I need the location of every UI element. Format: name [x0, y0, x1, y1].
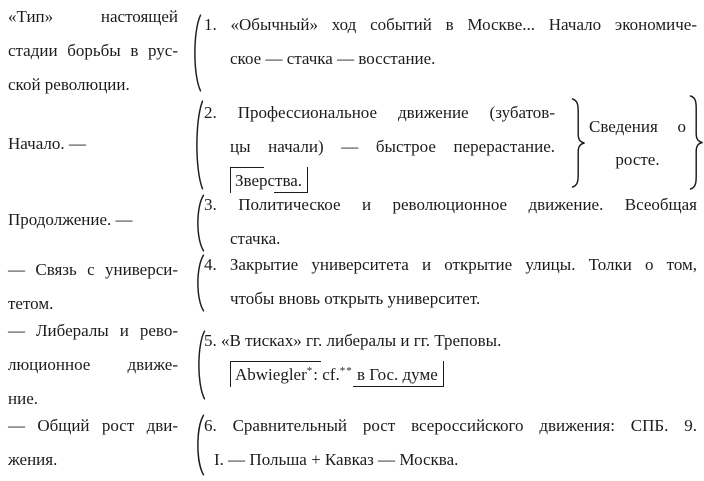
text-line: тетом.	[8, 294, 54, 313]
text-line: — Связь с универси-	[8, 260, 178, 279]
text-line: ние.	[8, 389, 38, 408]
right-brace-icon	[689, 95, 704, 190]
item-number: 4.	[204, 255, 217, 274]
text-line	[204, 324, 697, 358]
item-number: 6.	[204, 416, 217, 435]
text-line	[204, 409, 697, 443]
text-line: стачка.	[230, 229, 281, 248]
text-line: — Общий рост дви-	[8, 416, 178, 435]
text-line	[204, 358, 697, 392]
item-text: Сравнительный рост всероссийского движения: СПБ. 9.	[232, 416, 698, 435]
text-line: Начало. —	[8, 134, 86, 153]
margin-note-liberals	[8, 314, 178, 416]
item-text: Закрытие университета и открытие улицы. Толки о том,	[229, 255, 697, 274]
item-text: : cf.	[313, 365, 340, 384]
text-line: стадии борьбы в рус-	[8, 41, 178, 60]
outline-item-1	[204, 8, 697, 76]
outline-item-5	[204, 324, 697, 392]
margin-note-university	[8, 253, 178, 321]
text-line	[204, 188, 697, 222]
text-line: «Тип» настоящей	[8, 7, 178, 26]
text-line: ской революции.	[8, 75, 130, 94]
text-line: люционное движе-	[8, 355, 178, 374]
right-brace-icon	[571, 98, 586, 188]
margin-note-type	[8, 0, 178, 102]
text-line	[204, 8, 697, 42]
item-number: 1.	[204, 15, 217, 34]
text-line: Продолжение. —	[8, 210, 133, 229]
item-text: «В тисках» гг. либералы и гг. Треповы.	[221, 331, 502, 350]
side-note	[589, 110, 686, 176]
text-line	[204, 96, 555, 130]
outline-item-3	[204, 188, 697, 256]
item-text: Профессиональное движение (зубатов-	[237, 103, 555, 122]
margin-note-growth	[8, 409, 178, 477]
item-text: Abwiegler	[235, 365, 307, 384]
text-line: Сведения о	[589, 117, 686, 136]
item-number: 5.	[204, 331, 217, 350]
item-text: «Обычный» ход событий в Москве... Начало экономиче-	[230, 15, 697, 34]
item-text: Политическое и революционное движение. Всеобщая	[238, 195, 698, 214]
boxed-text	[230, 363, 444, 387]
footnote-asterisk: **	[339, 365, 353, 377]
text-line: чтобы вновь открыть университет.	[230, 289, 481, 308]
item-number: 3.	[204, 195, 217, 214]
text-line: цы начали) — быстрое перерастание.	[230, 137, 555, 156]
outline-item-6	[204, 409, 697, 477]
text-line	[204, 248, 697, 282]
footnote-asterisk: *	[306, 365, 314, 377]
outline-item-2	[204, 96, 555, 198]
text-line: ское — стачка — восстание.	[230, 49, 436, 68]
margin-note-continuation	[8, 203, 178, 237]
text-line: — Либералы и рево-	[8, 321, 178, 340]
left-paren-icon	[190, 14, 203, 92]
item-text: Зверства.	[235, 171, 303, 190]
margin-note-beginning	[8, 127, 178, 161]
item-text: в Гос. думе	[352, 365, 438, 384]
outline-item-4	[204, 248, 697, 316]
text-line: росте.	[615, 150, 660, 169]
text-line: жения.	[8, 450, 58, 469]
text-line: I. — Польша + Кавказ — Москва.	[214, 450, 459, 469]
item-number: 2.	[204, 103, 217, 122]
